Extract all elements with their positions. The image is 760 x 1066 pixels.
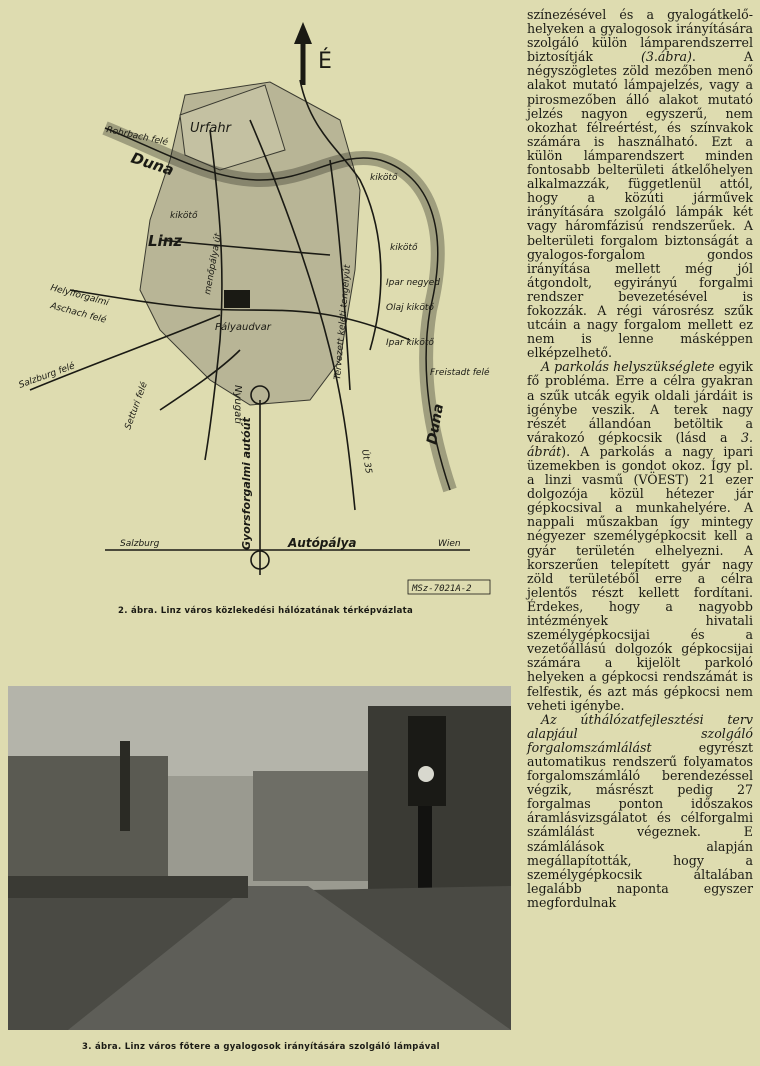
figure-2-caption: 2. ábra. Linz város közlekedési hálózatának térképvázlata (118, 606, 414, 616)
label-rohrbach: Rohrbach felé (105, 125, 169, 148)
label-wien: Wien (438, 539, 461, 549)
label-aschach: Aschach felé (49, 301, 108, 326)
label-iparkikoto: Ipar kikötő (386, 338, 434, 348)
label-iparnegyed: Ipar negyed (386, 278, 440, 288)
street-scene-image (8, 686, 511, 1030)
text-column (527, 8, 753, 910)
label-ut35: Út 35 (359, 448, 374, 475)
north-arrow-icon (294, 22, 312, 85)
label-duna-2: Duna (424, 402, 448, 446)
label-setturi: Setturi felé (123, 380, 150, 432)
label-kikoto-2: kikötő (370, 173, 398, 183)
label-duna-1: Duna (128, 148, 177, 180)
figure-2-map (10, 10, 515, 610)
map-stamp: MSz-7021A-2 (412, 584, 472, 594)
station-building (224, 290, 250, 308)
label-helyiforgalmi: Helyiforgalmi (49, 283, 110, 309)
label-kikoto-1: kikötő (170, 211, 198, 221)
label-salzburg-fele: Salzburg felé (17, 361, 77, 391)
label-salzburg: Salzburg (120, 539, 160, 549)
label-menopalyaut: menőpálya út (203, 232, 224, 296)
label-autopalya: Autópálya (288, 536, 357, 550)
label-kikoto-3: kikötő (390, 243, 418, 253)
label-gyorsforgalmi: Gyorsforgalmi autóút (240, 417, 253, 550)
paragraph-1: színezésével és a gyalogátkelő-helyeken a gyalogosok irányítására szolgáló külön lámparendszerrel biztosítják (3.ábra). A négyszögletes zöld mezőben menő alakot mutató lámpajelzés, vagy a pirosmezőben álló alakot mutató jelzés nagyon egyszerű, nem okozhat félreértést, és színvakok számára is használható. Ezt a külön lámparendszert minden fontosabb belterületi átkelőhelyen alkalmazzák, függetlenül attól, hogy a közúti járművek irányítására szolgáló lámpák két vagy háromfázisú rendszerűek. A belterületi forgalom biztonságát a gyalogos-forgalom gondos irányítása mellett még jól átgondolt, egyirányú forgalmi rendszer bevezetésével is fokozzák. A régi városrész szűk utcáin a nagy forgalom mellett ez nem is lenne másképpen elképzelhető. (527, 7, 753, 361)
figure-3-photo (8, 686, 511, 1030)
linz-network-map (10, 10, 515, 610)
paragraph-2: A parkolás helyszükséglete egyik fő probléma. Erre a célra gyakran a szűk utcák egyik oldali járdáit is igénybe veszik. A terek nagy részét állandóan betöltik a várakozó gépkocsik (lásd a 3. ábrát). A parkolás a nagy ipari üzemekben is gondot okoz. Így pl. a linzi vasmű (VÖEST) 21 ezer dolgozója közül hétezer jár gépkocsival a munkahelyére. A nappali műszakban így mintegy négyezer személygépkocsit kell a gyár területén elhelyezni. A korszerűen telepített gyár nagy zöld területéből erre a célra jelentős részt kellett fordítani. Érdekes, hogy a nagyobb intézmények hivatali személygépkocsijai és a vezetőállású dolgozók gépkocsijai számára a kijelölt parkoló helyeken a gépkocsi rendszámát is felfestik, és azt más gépkocsi nem veheti igénybe. (527, 359, 753, 713)
label-freistadt: Freistadt felé (430, 368, 490, 378)
north-label: É (318, 49, 332, 74)
label-keleti: Tervezett keleti tengelyút (333, 264, 354, 381)
label-linz: Linz (148, 232, 183, 250)
label-urfahr: Urfahr (190, 121, 231, 136)
label-nyugati: Nyugati (232, 385, 243, 424)
figure-3-caption: 3. ábra. Linz város főtere a gyalogosok irányítására szolgáló lámpával (82, 1042, 440, 1052)
label-olajkikoto: Olaj kikötő (386, 303, 434, 313)
label-palyaudvar: Pályaudvar (215, 322, 271, 333)
paragraph-3: Az úthálózatfejlesztési terv alapjául szolgáló forgalomszámlálást egyrészt automatikus rendszerű folyamatos forgalomszámláló berendezéssel végzik, másrészt pedig 27 forgalmas ponton időszakos áramlásvizsgálatot és célforgalmi számlálást végeznek. E számlálások alapján megállapították, hogy a személygépkocsik általában legalább naponta egyszer megfordulnak (527, 711, 753, 910)
